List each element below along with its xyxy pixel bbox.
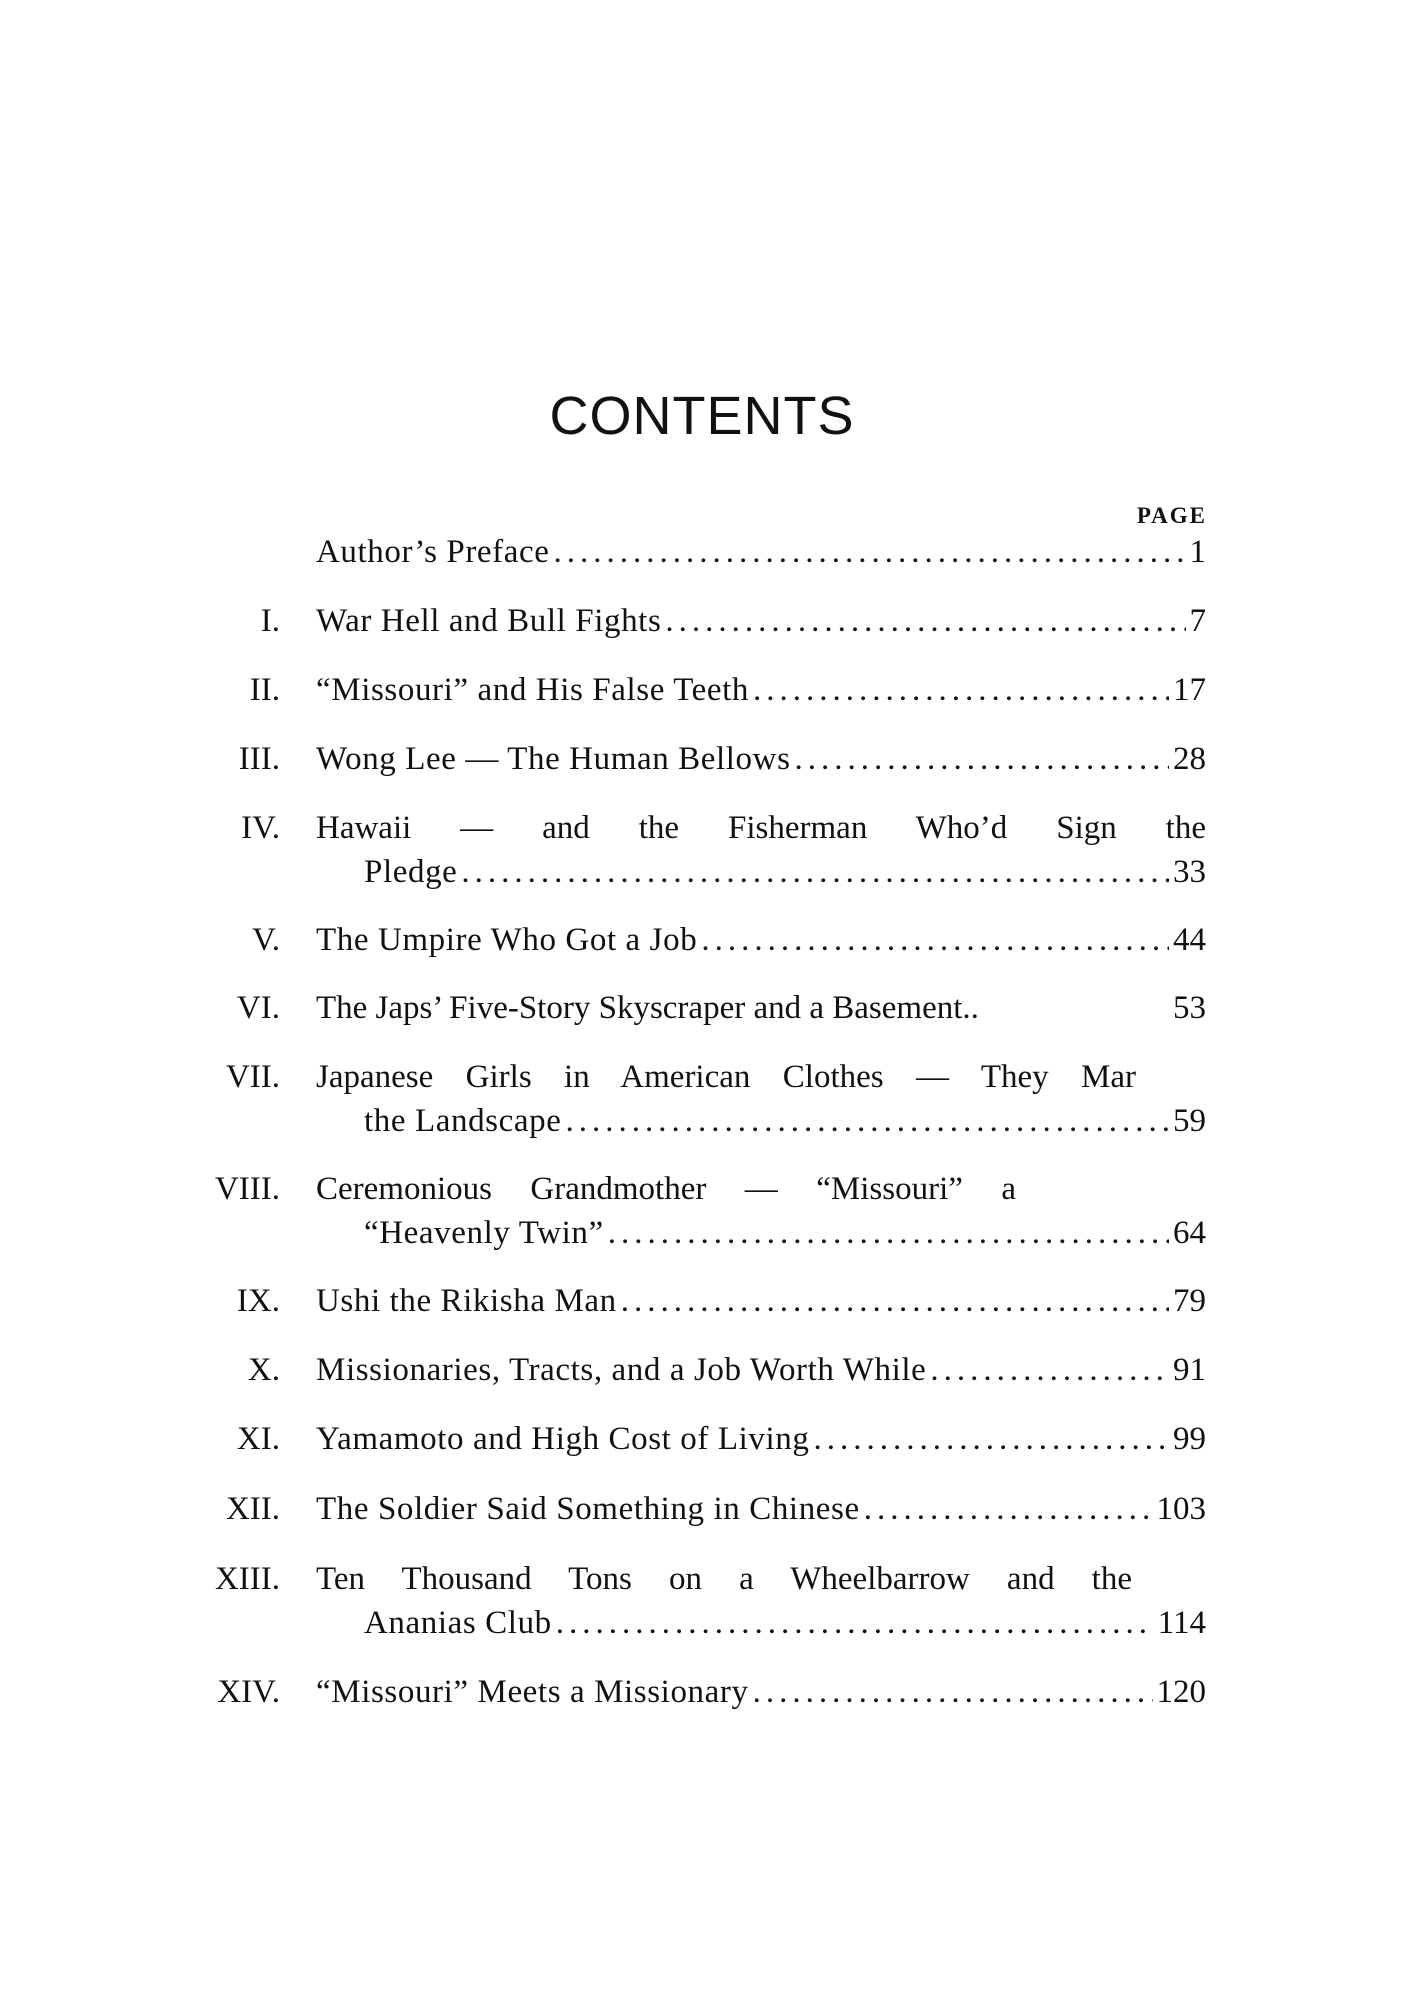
dot-leader [621, 1279, 1169, 1323]
chapter-numeral: XI. [236, 1421, 280, 1457]
toc-entry-line [316, 1279, 1206, 1323]
toc-entry-page: 59 [1173, 1103, 1206, 1139]
toc-entry-title: The Japs’ Five-Story Skyscraper and a Basement.. [316, 990, 979, 1026]
dot-leader [608, 1211, 1169, 1255]
page-column-label: PAGE [1136, 503, 1207, 528]
toc-entry-title: “Missouri” and His False Teeth [316, 672, 750, 708]
chapter-numeral: XIV. [217, 1674, 280, 1710]
toc-entry-line-continued [364, 850, 1206, 894]
chapter-numeral: III. [238, 741, 280, 777]
dot-leader [930, 1348, 1169, 1392]
toc-entry-title-continued: “Heavenly Twin” [364, 1215, 604, 1251]
toc-entry-page: 103 [1156, 1491, 1206, 1527]
dot-leader [556, 1601, 1154, 1645]
toc-entry-title-continued: the Landscape [364, 1103, 562, 1139]
toc-entry-line [316, 1670, 1206, 1714]
dot-leader [701, 918, 1169, 962]
toc-entry-line [316, 1348, 1206, 1392]
toc-entry-title: Japanese Girls in American Clothes — They Mar [316, 1059, 1136, 1095]
chapter-numeral: I. [260, 603, 280, 639]
toc-entry-page: 1 [1189, 534, 1206, 570]
toc-entry-line [316, 918, 1206, 962]
toc-entry-title: Wong Lee — The Human Bellows [316, 741, 791, 777]
toc-entry-line [316, 530, 1206, 574]
toc-entry-line [316, 986, 1206, 1030]
dot-leader [753, 668, 1169, 712]
toc-entry-line [316, 668, 1206, 712]
page-title: CONTENTS [549, 386, 855, 446]
dot-leader [795, 737, 1169, 781]
dot-leader [461, 850, 1169, 894]
chapter-numeral: V. [252, 922, 280, 958]
toc-entry-page: 17 [1173, 672, 1206, 708]
toc-entry-page: 28 [1173, 741, 1206, 777]
toc-entry-line-continued [364, 1601, 1206, 1645]
chapter-numeral: XII. [225, 1491, 280, 1527]
chapter-numeral: IX. [236, 1283, 280, 1319]
dot-leader [665, 599, 1185, 643]
toc-entry-title-continued: Ananias Club [364, 1605, 552, 1641]
toc-entry-page: 114 [1157, 1605, 1206, 1641]
toc-entry-page: 33 [1173, 854, 1206, 890]
toc-entry-page: 91 [1173, 1352, 1206, 1388]
chapter-numeral: IV. [241, 810, 280, 846]
dot-leader [864, 1487, 1153, 1531]
toc-entry-page: 99 [1173, 1421, 1206, 1457]
toc-entry-title: The Soldier Said Something in Chinese [316, 1491, 860, 1527]
chapter-numeral: II. [249, 672, 280, 708]
toc-entry-page: 64 [1173, 1215, 1206, 1251]
toc-entry-line [316, 737, 1206, 781]
toc-entry-line [316, 1417, 1206, 1461]
toc-entry-title: Missionaries, Tracts, and a Job Worth While [316, 1352, 927, 1388]
chapter-numeral: X. [247, 1352, 280, 1388]
toc-entry-title: Author’s Preface [316, 534, 550, 570]
chapter-numeral: VIII. [214, 1171, 280, 1207]
toc-entry-page: 7 [1189, 603, 1206, 639]
dot-leader [554, 530, 1186, 574]
toc-entry-title: Yamamoto and High Cost of Living [316, 1421, 810, 1457]
dot-leader [813, 1417, 1169, 1461]
toc-entry-title: Ten Thousand Tons on a Wheelbarrow and the [316, 1561, 1132, 1597]
toc-entry-line-continued [364, 1211, 1206, 1255]
toc-entry-line [316, 1487, 1206, 1531]
chapter-numeral: XIII. [214, 1561, 280, 1597]
chapter-numeral: VI. [236, 990, 280, 1026]
dot-leader [753, 1670, 1153, 1714]
toc-entry-page: 53 [1173, 990, 1206, 1026]
chapter-numeral: VII. [225, 1059, 280, 1095]
dot-leader [565, 1099, 1169, 1143]
toc-entry-title: War Hell and Bull Fights [316, 603, 662, 639]
toc-entry-title: Hawaii — and the Fisherman Who’d Sign the [316, 810, 1206, 846]
toc-entry-page: 120 [1156, 1674, 1206, 1710]
toc-entry-line [316, 599, 1206, 643]
toc-entry-page: 79 [1173, 1283, 1206, 1319]
toc-entry-title: Ushi the Rikisha Man [316, 1283, 617, 1319]
toc-entry-title: The Umpire Who Got a Job [316, 922, 698, 958]
toc-entry-title: “Missouri” Meets a Missionary [316, 1674, 749, 1710]
toc-entry-title-continued: Pledge [364, 854, 458, 890]
toc-entry-line-continued [364, 1099, 1206, 1143]
toc-entry-page: 44 [1173, 922, 1206, 958]
toc-entry-title: Ceremonious Grandmother — “Missouri” a [316, 1171, 1016, 1207]
